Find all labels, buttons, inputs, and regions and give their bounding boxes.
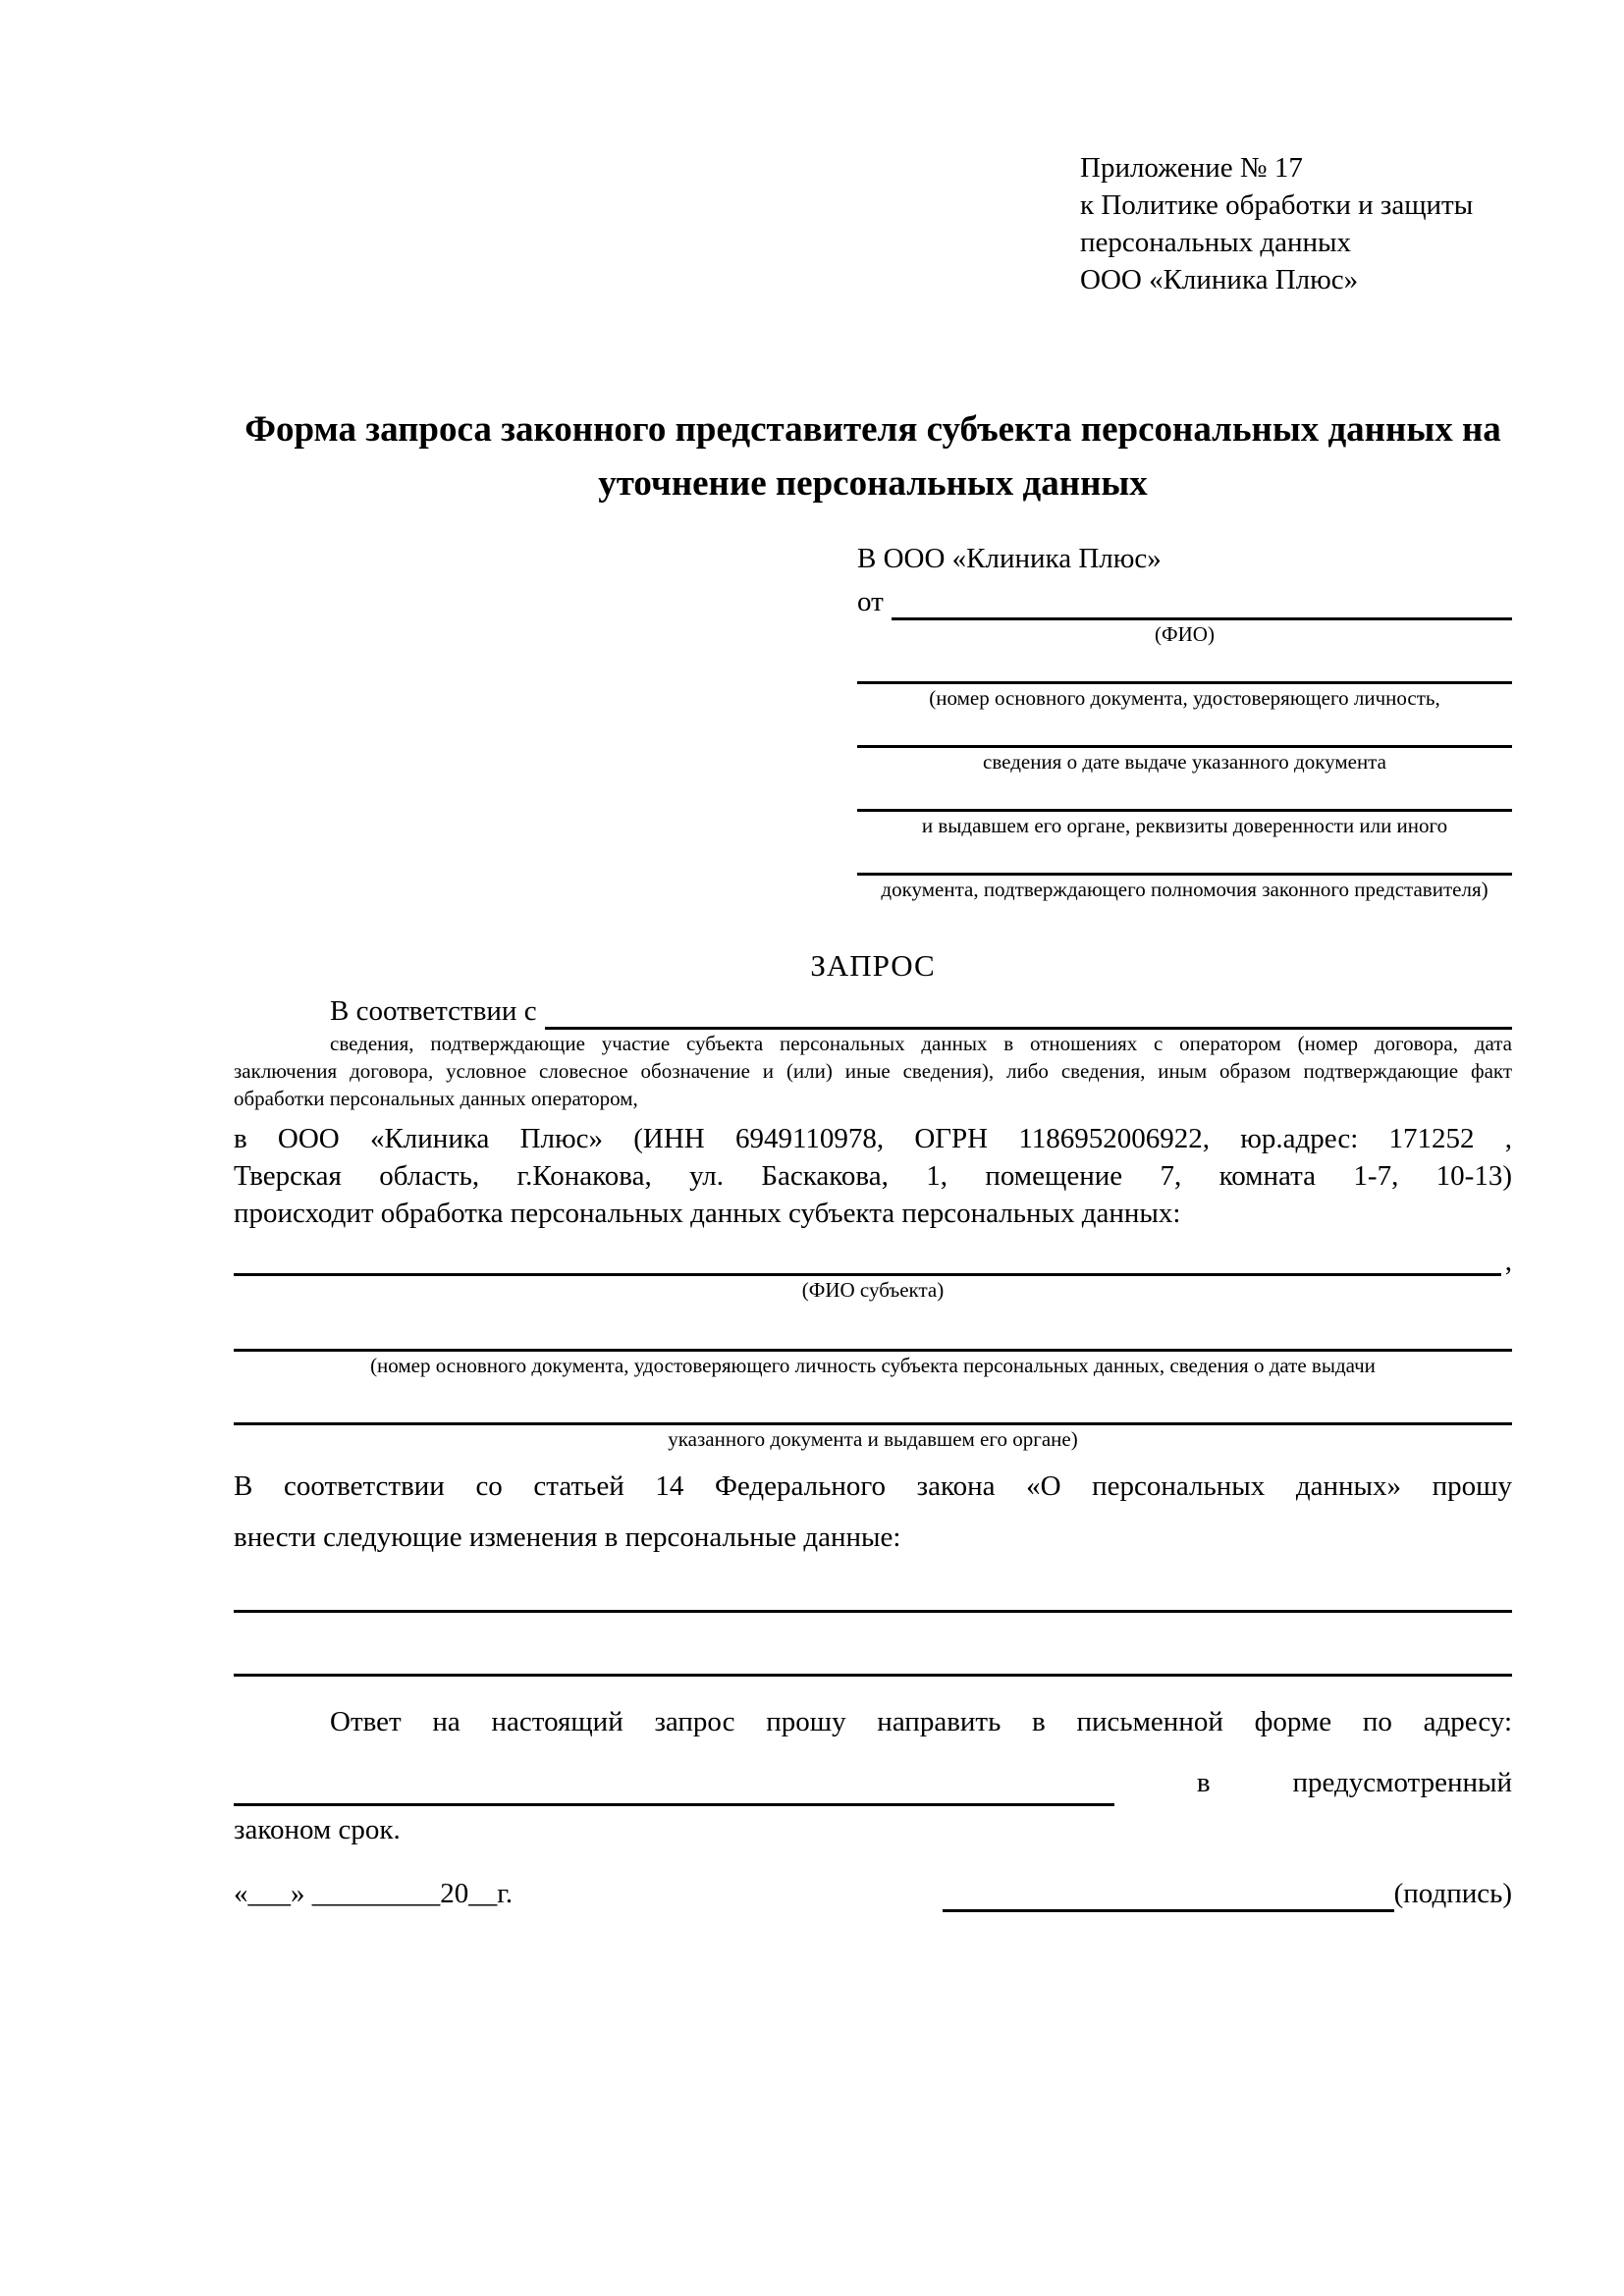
- footnote: [234, 1030, 1512, 1112]
- footnote-line: обработки персональных данных оператором,: [234, 1087, 638, 1110]
- appendix-note-line: Приложение № 17: [1080, 152, 1303, 184]
- addressee-block: [857, 540, 1512, 903]
- from-blank-line: [892, 584, 1512, 620]
- operator-paragraph-line: Тверская область, г.Конакова, ул. Баскакова, 1, помещение 7, комната 1-7, 10-13): [234, 1160, 1512, 1192]
- request-heading: ЗАПРОС: [810, 948, 936, 983]
- document-title: Форма запроса законного представителя субъекта персональных данных на уточнение персональных данных: [244, 409, 1501, 504]
- intro-prefix: В соответствии с: [330, 995, 537, 1027]
- trailing-comma: ,: [1504, 1246, 1512, 1277]
- answer-word: предусмотренный: [1292, 1767, 1512, 1798]
- blank-field-group: [857, 839, 1512, 903]
- from-label: от: [857, 586, 884, 617]
- answer-paragraph: [234, 1698, 1512, 1853]
- blank-field-group: [857, 712, 1512, 775]
- document-content: [234, 0, 1512, 1912]
- signature-right: [943, 1875, 1512, 1912]
- law-paragraph-line: внести следующие изменения в персональные данные:: [234, 1522, 901, 1553]
- blank-line: [857, 839, 1512, 876]
- law-paragraph: [234, 1461, 1512, 1563]
- blank-field-group: [857, 775, 1512, 839]
- address-blank-line: [234, 1770, 1114, 1806]
- answer-word: в: [1196, 1767, 1211, 1798]
- date-line: «___» _________20__г.: [234, 1878, 514, 1909]
- subject-fio-row: [234, 1240, 1512, 1276]
- subject-doc-caption: указанного документа и выдавшем его органе): [668, 1427, 1078, 1451]
- appendix-note: [1080, 149, 1512, 298]
- intro-blank-line: [545, 993, 1512, 1030]
- footnote-line: заключения договора, условное словесное обозначение и (или) иные сведения), либо сведения, иным образом подтверждающие факт: [234, 1059, 1512, 1083]
- signature-row: [234, 1875, 1512, 1912]
- operator-paragraph: [234, 1120, 1512, 1232]
- blank-caption: (номер основного документа, удостоверяющего личность,: [929, 686, 1440, 710]
- subject-fio-blank-line: [234, 1240, 1501, 1276]
- changes-blank-line: [234, 1610, 1512, 1613]
- changes-blank-line: [234, 1674, 1512, 1677]
- footnote-line: сведения, подтверждающие участие субъекта персональных данных в отношениях с оператором (номер договора, дата: [330, 1032, 1512, 1055]
- blank-field-group: [857, 648, 1512, 712]
- fio-caption: (ФИО): [1155, 622, 1215, 646]
- from-row: [857, 583, 1512, 620]
- blank-line: [857, 775, 1512, 812]
- blank-line: [857, 648, 1512, 684]
- subject-doc-caption: (номер основного документа, удостоверяющего личность субъекта персональных данных, сведения о дате выдачи: [370, 1354, 1376, 1377]
- answer-line: Ответ на настоящий запрос прошу направить в письменной форме по адресу:: [330, 1706, 1512, 1737]
- law-paragraph-line: В соответствии со статьей 14 Федерального закона «О персональных данных» прошу: [234, 1470, 1512, 1502]
- operator-paragraph-line: в ООО «Клиника Плюс» (ИНН 6949110978, ОГРН 1186952006922, юр.адрес: 171252 ,: [234, 1123, 1512, 1154]
- intro-row: [234, 992, 1512, 1030]
- blank-caption: документа, подтверждающего полномочия законного представителя): [881, 878, 1489, 901]
- blank-caption: и выдавшем его органе, реквизиты доверенности или иного: [921, 814, 1448, 837]
- appendix-note-line: ООО «Клиника Плюс»: [1080, 264, 1359, 295]
- answer-middle-row: [234, 1759, 1512, 1806]
- blank-line: [857, 712, 1512, 748]
- appendix-note-line: персональных данных: [1080, 227, 1352, 258]
- subject-fio-caption: (ФИО субъекта): [801, 1278, 945, 1302]
- operator-paragraph-line: происходит обработка персональных данных субъекта персональных данных:: [234, 1198, 1181, 1229]
- signature-blank-line: [943, 1876, 1394, 1912]
- appendix-note-line: к Политике обработки и защиты: [1080, 189, 1474, 221]
- signature-caption: (подпись): [1393, 1878, 1512, 1909]
- addressee-to: В ООО «Клиника Плюс»: [857, 543, 1162, 574]
- blank-caption: сведения о дате выдаче указанного документа: [983, 750, 1386, 774]
- answer-tail: законом срок.: [234, 1814, 401, 1845]
